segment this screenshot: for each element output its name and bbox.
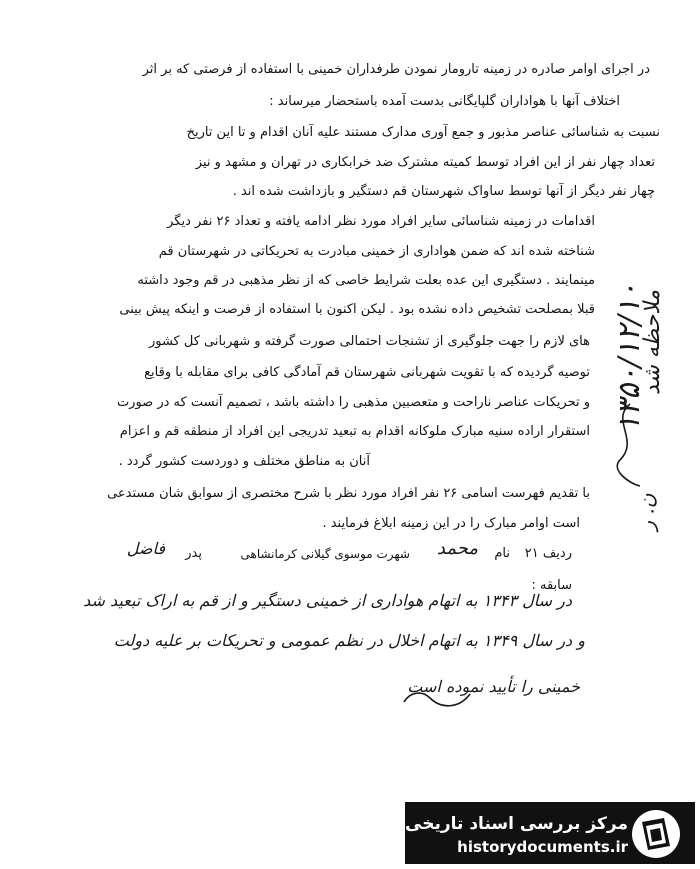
record-name-label: نام (494, 546, 510, 561)
handwritten-line-2: و در سال ۱۳۴۹ به اتهام اخلال در نظم عمومی و تحریکات بر علیه دولت (113, 631, 585, 650)
paragraph-3-line-6: توصیه گردیده که با تقویت شهربانی شهرستان قم آمادگی کافی برای مقابله با وقایع (144, 365, 590, 380)
paragraph-3-line-5: های لازم را جهت جلوگیری از تشنجات احتمالی صورت گرفته و شهربانی کل کشور (148, 334, 590, 349)
paragraph-1-line-2: اختلاف آنها با هواداران گلپایگانی بدست آمده باستحضار میرساند : (269, 94, 620, 109)
record-family-label: شهرت موسوی گیلانی کرمانشاهی (240, 547, 410, 561)
paragraph-4-line-2: است اوامر مبارک را در این زمینه ابلاغ فرمایند . (322, 516, 580, 531)
record-father-value: فاضل (126, 539, 165, 558)
paragraph-3-line-8: استقرار اراده سنیه مبارک ملوکانه اقدام به تبعید تدریجی این افراد از منطقه قم و اعزام (119, 424, 590, 439)
margin-note-date: ۱۳۵۰/۱۲/۱۰ (612, 282, 648, 433)
paragraph-2-line-3: چهار نفر دیگر از آنها توسط ساواک شهرستان قم دستگیر و بازداشت شده اند . (232, 184, 655, 199)
watermark-title: مرکز بررسی اسناد تاریخی (405, 814, 628, 834)
paragraph-4-line-1: با تقدیم فهرست اسامی ۲۶ نفر افراد مورد نظر با شرح مختصری از سوابق شان مستدعی (107, 486, 590, 501)
paragraph-3-line-2: شناخته شده اند که ضمن هواداری از خمینی مبادرت به تحریکاتی در شهرستان قم (158, 244, 595, 259)
margin-note-text: ملاحظه شد (640, 289, 666, 396)
handwritten-line-1: در سال ۱۳۴۳ به اتهام هواداری از خمینی دستگیر و از قم به اراک تبعید شد (83, 591, 572, 610)
paragraph-3-line-7: و تحریکات عناصر ناراحت و متعصبین مذهبی را داشته باشد ، تصمیم آنست که در صورت (116, 395, 590, 410)
record-name-value: محمد (436, 538, 478, 559)
watermark-url: historydocuments.ir (457, 838, 628, 856)
handwritten-flourish (400, 684, 475, 712)
margin-note-initials: ن. ر (634, 493, 659, 531)
record-row-label: ردیف ۲۱ (524, 546, 572, 561)
record-history-label: سابقه : (531, 578, 572, 593)
margin-flourish (600, 400, 650, 490)
record-father-label: پدر (185, 546, 202, 561)
paragraph-2-line-1: نسبت به شناسائی عناصر مذبور و جمع آوری مدارک مستند علیه آنان اقدام و تا این تاریخ (186, 125, 660, 140)
paragraph-3-line-4: قبلا بمصلحت تشخیص داده نشده بود . لیکن اکنون با استفاده از فرصت و اینکه پیش بینی (119, 302, 595, 317)
paragraph-3-line-3: مینمایند . دستگیری این عده بعلت شرایط خاصی که از نظر مذهبی در قم وجود داشته (137, 273, 595, 288)
paragraph-1-line-1: در اجرای اوامر صادره در زمینه تارومار نمودن طرفداران خمینی با استفاده از فرصتی که بر اثر (142, 62, 650, 77)
handwritten-line-3: خمینی را تأیید نموده است (407, 677, 580, 696)
paragraph-3-line-1: اقدامات در زمینه شناسائی سایر افراد مورد نظر ادامه یافته و تعداد ۲۶ نفر دیگر (167, 214, 595, 229)
paragraph-3-line-9: آنان به مناطق مختلف و دوردست کشور گردد . (118, 454, 370, 469)
archive-logo-icon (628, 808, 684, 860)
paragraph-2-line-2: تعداد چهار نفر از این افراد توسط کمیته مشترک ضد خرابکاری در تهران و مشهد و نیز (195, 155, 655, 170)
